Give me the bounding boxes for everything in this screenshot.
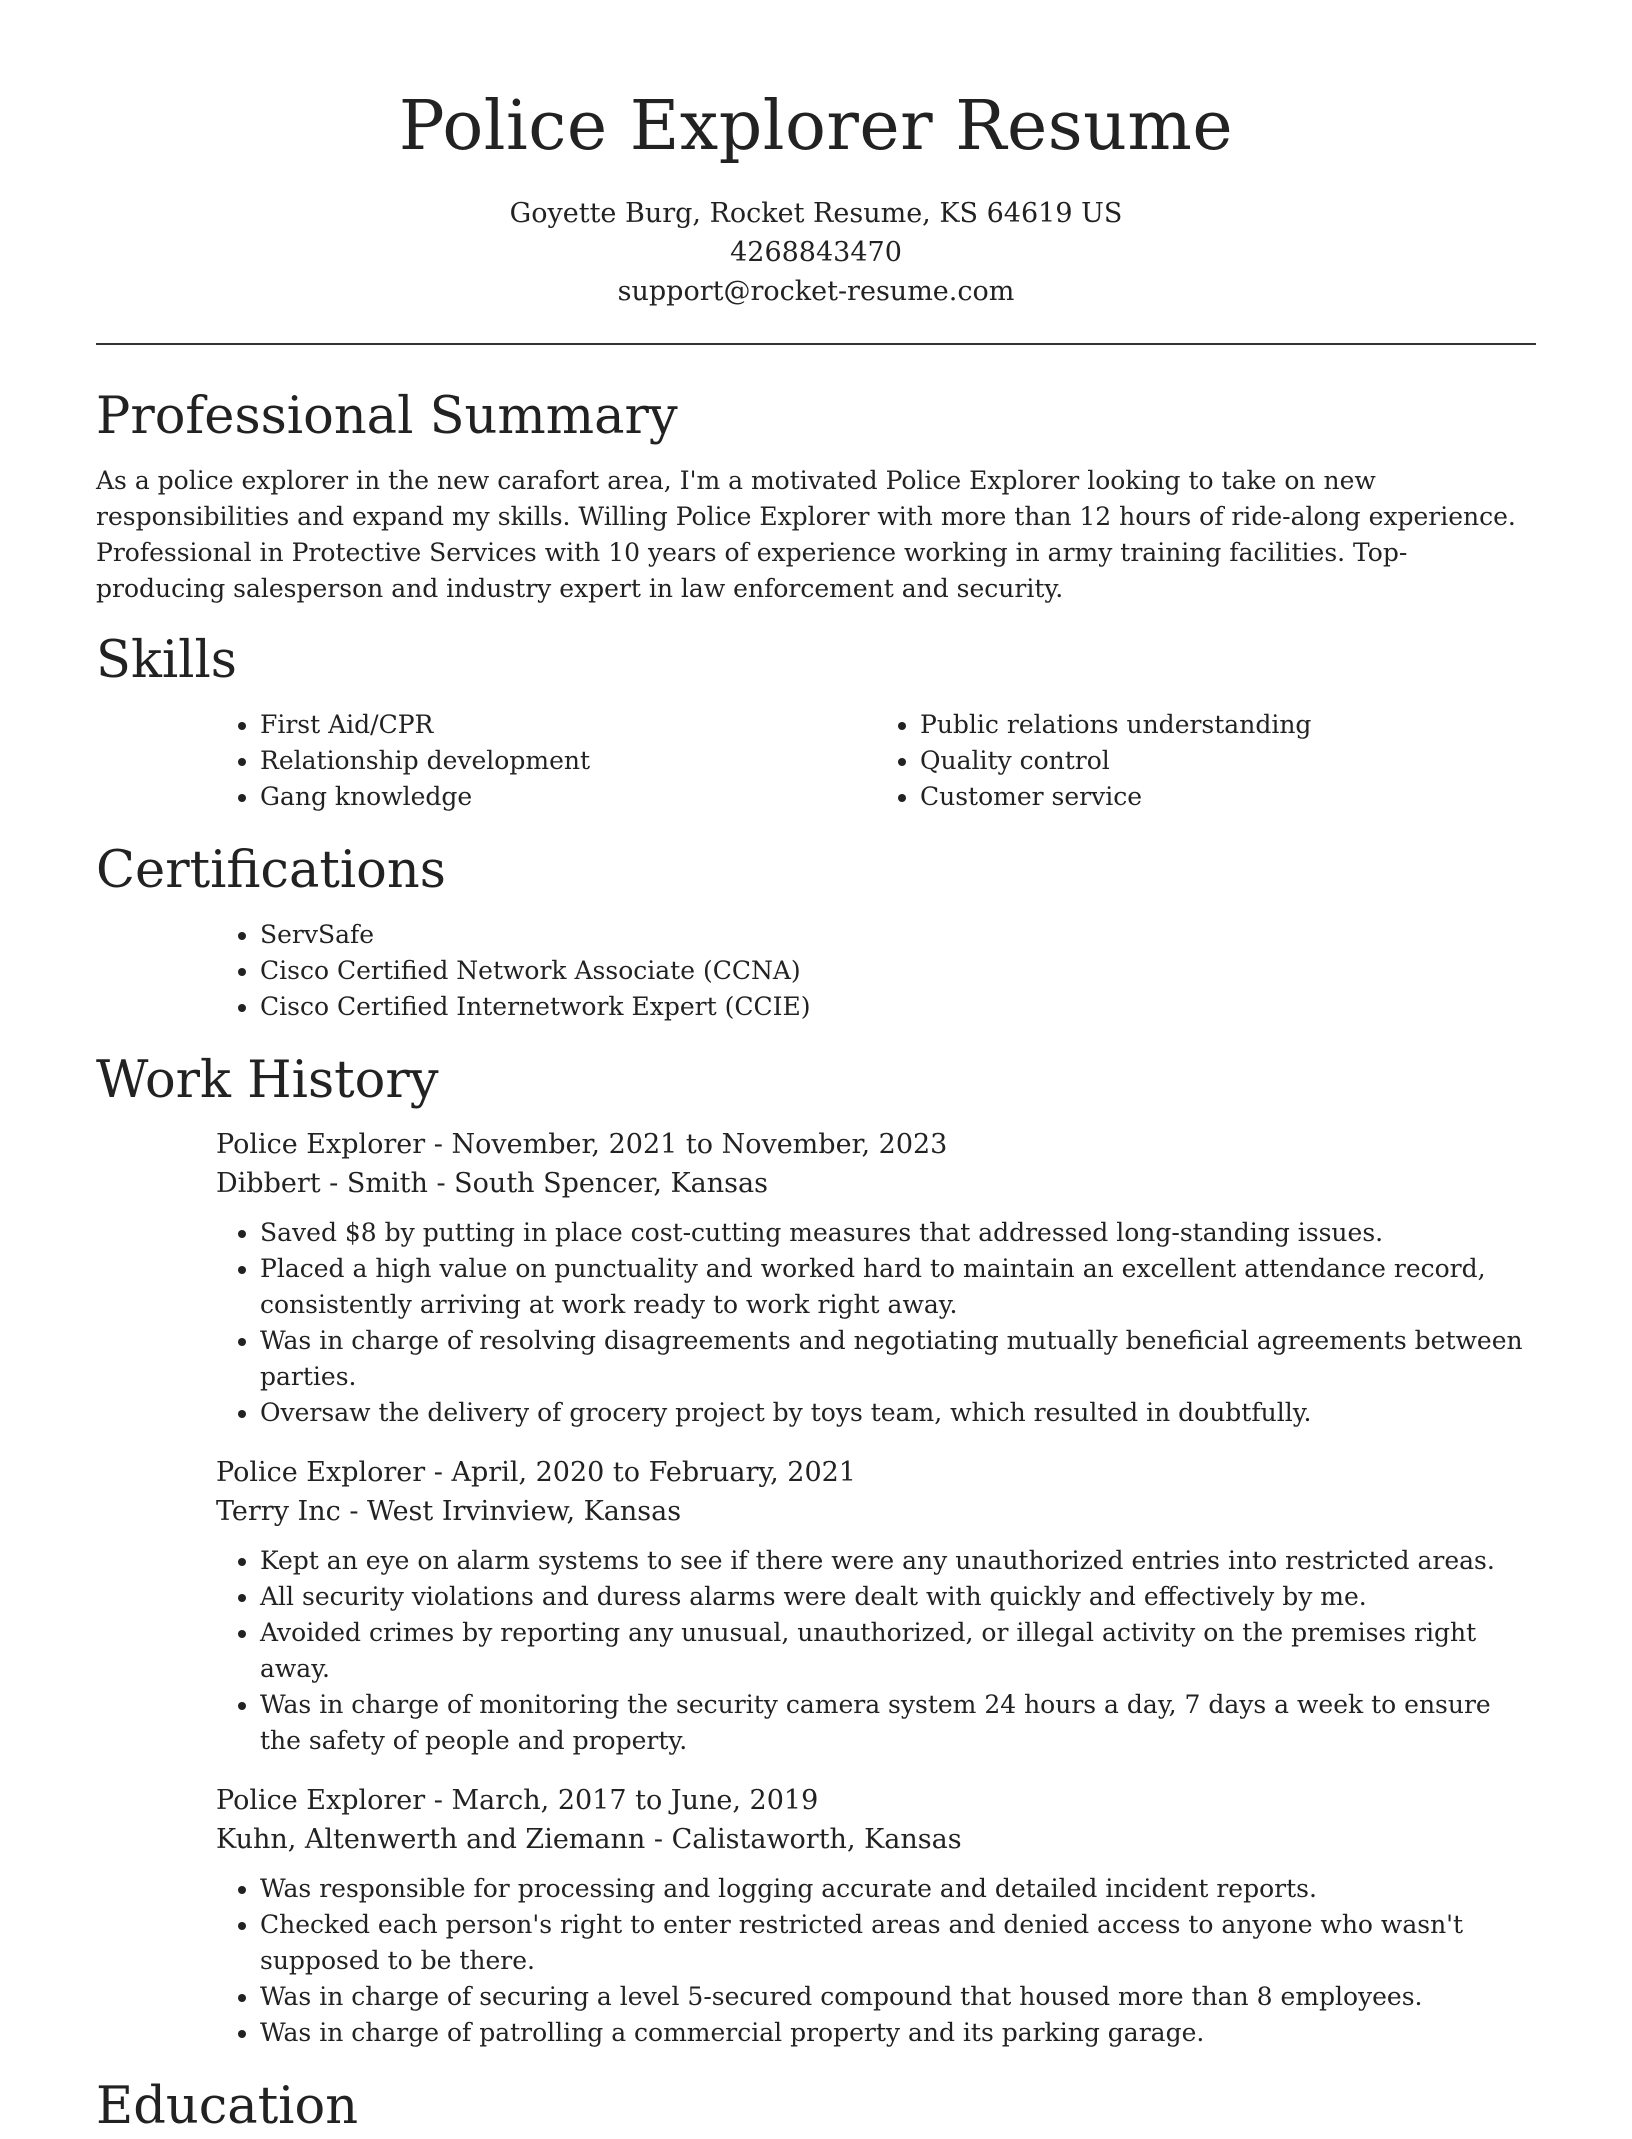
job-dates: November, 2021 to November, 2023 [451, 1129, 948, 1160]
certifications-section [96, 839, 1536, 1025]
job-bullet: • Was responsible for processing and logging accurate and detailed incident reports. [260, 1871, 1536, 1907]
skill-item: • Public relations understanding [920, 707, 1536, 743]
certifications-heading: Certifications [96, 841, 446, 900]
job-bullet: • Was in charge of monitoring the security camera system 24 hours a day, 7 days a week to ensure the safety of people and property. [260, 1687, 1536, 1759]
job-company: Dibbert - Smith [216, 1168, 428, 1199]
skill-item: • First Aid/CPR [260, 707, 876, 743]
education-heading: Education [96, 2077, 359, 2136]
certification-item: • Cisco Certified Internetwork Expert (CCIE) [260, 989, 1536, 1025]
skills-section [96, 629, 1536, 815]
job-bullets [96, 1215, 1536, 1431]
job-bullet: • Placed a high value on punctuality and worked hard to maintain an excellent attendance record, consistently arriving at work ready to work right away. [260, 1251, 1536, 1323]
job-separator: - [436, 1168, 455, 1199]
certification-item: • Cisco Certified Network Associate (CCNA) [260, 953, 1536, 989]
job-bullet: • Kept an eye on alarm systems to see if there were any unauthorized entries into restricted areas. [260, 1543, 1536, 1579]
education-section [96, 2075, 1536, 2139]
job-bullet: • All security violations and duress alarms were dealt with quickly and effectively by me. [260, 1579, 1536, 1615]
job-entry [216, 1125, 1536, 1431]
header-divider [96, 343, 1536, 345]
certification-item: • ServSafe [260, 917, 1536, 953]
job-location: Calistaworth, Kansas [671, 1824, 962, 1855]
job-entry [216, 1781, 1536, 2051]
job-title-line [216, 1125, 1536, 1164]
job-location: West Irvinview, Kansas [367, 1496, 682, 1527]
job-company: Terry Inc [216, 1496, 341, 1527]
skill-item: • Relationship development [260, 743, 876, 779]
contact-block [96, 194, 1536, 311]
job-dates: March, 2017 to June, 2019 [451, 1785, 819, 1816]
job-role: Police Explorer [216, 1785, 426, 1816]
skills-heading: Skills [96, 631, 237, 690]
job-company-line [216, 1820, 1536, 1859]
summary-section [96, 385, 1536, 607]
skills-list-left [216, 707, 876, 815]
summary-text: As a police explorer in the new carafort area, I'm a motivated Police Explorer looking to take on new responsibilities and expand my skills. Willing Police Explorer with more than 12 hours of ride-along experience. Professional in Protective Services with 10 years of experience working in army training facilities. Top-producing salesperson and industry expert in law enforcement and security. [96, 466, 1516, 603]
job-company-line [216, 1164, 1536, 1203]
job-entry [216, 1453, 1536, 1759]
job-bullet: • Was in charge of patrolling a commercial property and its parking garage. [260, 2015, 1536, 2051]
job-role: Police Explorer [216, 1129, 426, 1160]
job-bullet: • Checked each person's right to enter restricted areas and denied access to anyone who wasn't supposed to be there. [260, 1907, 1536, 1979]
resume-title: Police Explorer Resume [398, 87, 1234, 166]
job-dates: April, 2020 to February, 2021 [451, 1457, 856, 1488]
skills-list-right [876, 707, 1536, 815]
work-history-heading: Work History [96, 1051, 439, 1110]
job-company-line [216, 1492, 1536, 1531]
job-bullets [96, 1871, 1536, 2051]
job-bullet: • Was in charge of securing a level 5-secured compound that housed more than 8 employees. [260, 1979, 1536, 2015]
summary-heading: Professional Summary [96, 387, 678, 446]
contact-address: Goyette Burg, Rocket Resume, KS 64619 US [509, 198, 1123, 229]
job-separator: - [653, 1824, 672, 1855]
skill-item: • Quality control [920, 743, 1536, 779]
contact-phone: 4268843470 [730, 237, 902, 268]
certifications-list [216, 917, 1536, 1025]
contact-email: support@rocket-resume.com [617, 276, 1015, 307]
job-bullet: • Was in charge of resolving disagreements and negotiating mutually beneficial agreements between parties. [260, 1323, 1536, 1395]
work-history-section [96, 1049, 1536, 2051]
job-separator: - [433, 1129, 452, 1160]
job-separator: - [433, 1785, 452, 1816]
job-bullet: • Avoided crimes by reporting any unusual, unauthorized, or illegal activity on the premises right away. [260, 1615, 1536, 1687]
job-separator: - [349, 1496, 368, 1527]
job-bullet: • Oversaw the delivery of grocery project by toys team, which resulted in doubtfully. [260, 1395, 1536, 1431]
job-role: Police Explorer [216, 1457, 426, 1488]
resume-header [96, 0, 1536, 311]
skill-item: • Gang knowledge [260, 779, 876, 815]
job-title-line [216, 1453, 1536, 1492]
job-bullets [96, 1543, 1536, 1759]
job-bullet: • Saved $8 by putting in place cost-cutting measures that addressed long-standing issues. [260, 1215, 1536, 1251]
job-title-line [216, 1781, 1536, 1820]
skills-grid [216, 707, 1536, 815]
job-location: South Spencer, Kansas [454, 1168, 768, 1199]
job-separator: - [433, 1457, 452, 1488]
job-company: Kuhn, Altenwerth and Ziemann [216, 1824, 646, 1855]
skill-item: • Customer service [920, 779, 1536, 815]
